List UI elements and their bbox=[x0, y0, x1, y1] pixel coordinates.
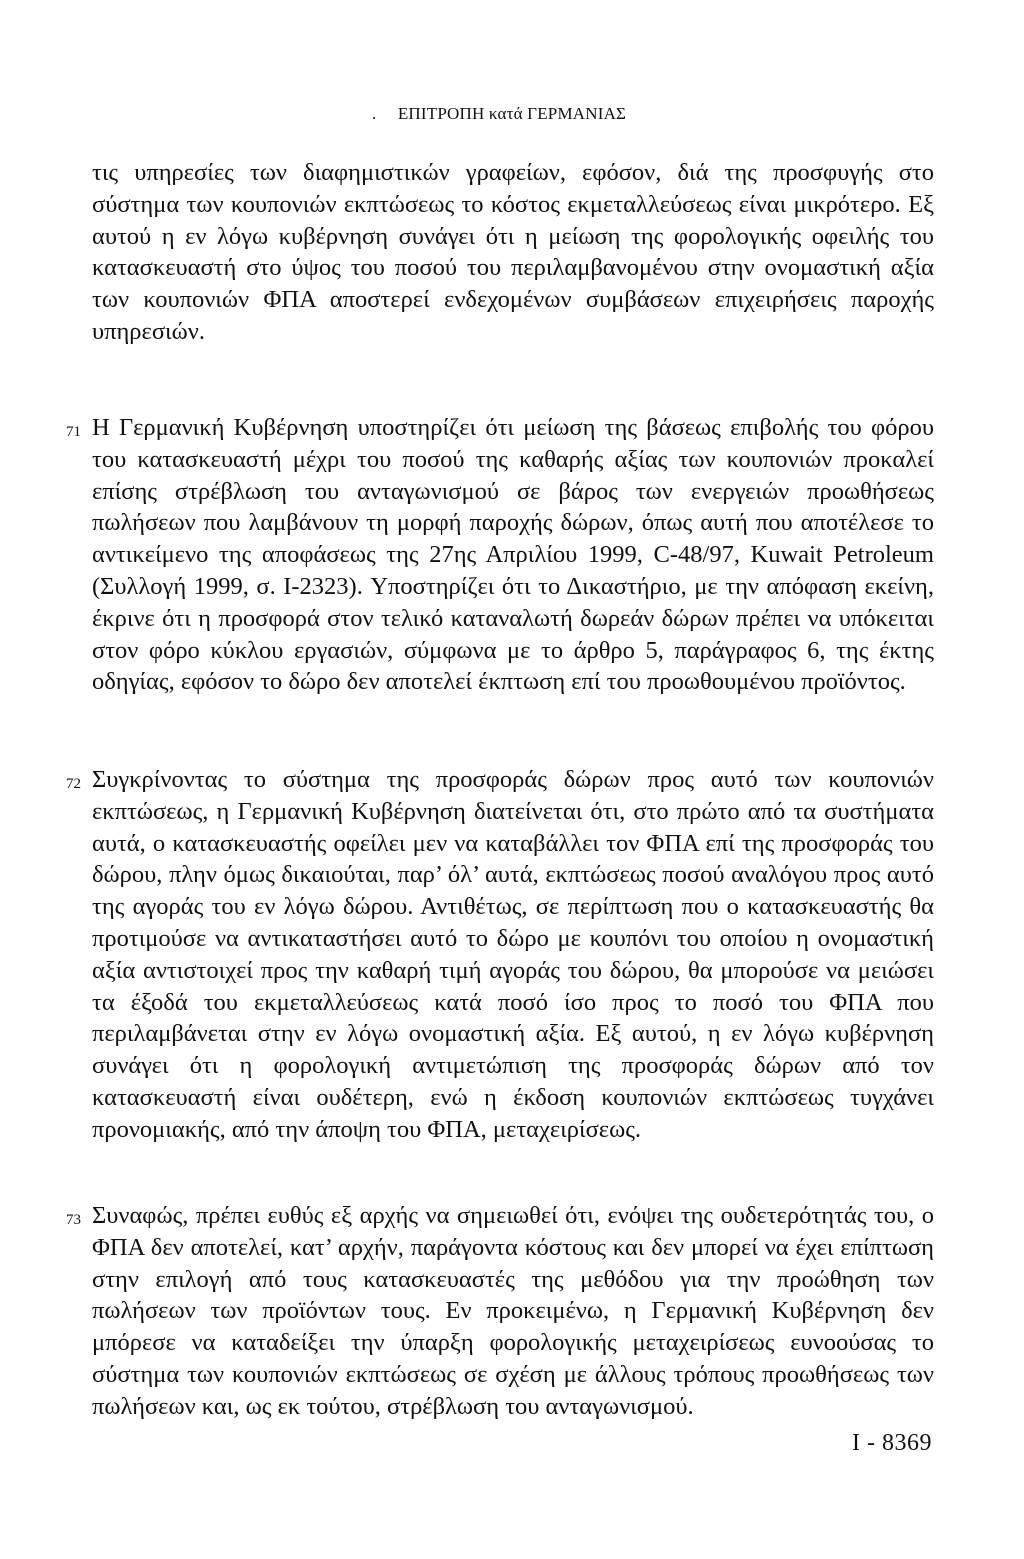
paragraph-73: Συναφώς, πρέπει ευθύς εξ αρχής να σημειωθεί ότι, ενόψει της ουδετερότητάς του, ο ΦΠΑ δεν αποτελεί, κατ’ αρχήν, παράγοντα κόστους και δεν μπορεί να έχει επίπτωση στην επιλογή από τους κατασκευαστές της μεθόδου για την προώθηση των πωλήσεων των προϊόντων τους. Εν προκειμένω, η Γερμανική Κυβέρνηση δεν μπόρεσε να καταδείξει την ύπαρξη φορολογικής μεταχειρίσεως ευνοούσας το σύστημα των κουπονιών εκπτώσεως σε σχέση με άλλους τρόπους προωθήσεως των πωλήσεων και, ως εκ τούτου, στρέβλωση του ανταγωνισμού. bbox=[92, 1202, 934, 1420]
paragraph-number: 71 bbox=[66, 424, 81, 440]
running-header bbox=[0, 104, 1024, 124]
paragraph-number: 72 bbox=[66, 776, 81, 792]
header-bullet: . bbox=[372, 104, 377, 123]
paragraph-72: Συγκρίνοντας το σύστημα της προσφοράς δώρων προς αυτό των κουπονιών εκπτώσεως, η Γερμανική Κυβέρνηση διατείνεται ότι, στο πρώτο από τα συστήματα αυτά, ο κατασκευαστής οφείλει μεν να καταβάλλει τον ΦΠΑ επί της προσφοράς του δώρου, πλην όμως δικαιούται, παρ’ όλ’ αυτά, εκπτώσεως ποσού αναλόγου προς αυτό της αγοράς του εν λόγω δώρου. Αντιθέτως, σε περίπτωση που ο κατασκευαστής θα προτιμούσε να αντικαταστήσει αυτό το δώρο με κουπόνι του οποίου η ονομαστική αξία αντιστοιχεί προς την καθαρή τιμή αγοράς του δώρου, θα μπορούσε να μειώσει τα έξοδά του εκμεταλλεύσεως κατά ποσό ίσο προς το ποσό του ΦΠΑ που περιλαμβάνεται στην εν λόγω ονομαστική αξία. Εξ αυτού, η εν λόγω κυβέρνηση συνάγει ότι η φορολογική αντιμετώπιση της προσφοράς δώρων από τον κατασκευαστή είναι ουδέτερη, ενώ η έκδοση κουπονιών εκπτώσεως τυγχάνει προνομιακής, από την άποψη του ΦΠΑ, μεταχειρίσεως. bbox=[92, 766, 934, 1143]
header-title: ΕΠΙΤΡΟΠΗ κατά ΓΕΡΜΑΝΙΑΣ bbox=[397, 104, 627, 123]
intro-paragraph: τις υπηρεσίες των διαφημιστικών γραφείων, εφόσον, διά της προσφυγής στο σύστημα των κουπονιών εκπτώσεως το κόστος εκμεταλλεύσεως είναι μικρότερο. Εξ αυτού η εν λόγω κυβέρνηση συνάγει ότι η μείωση της φορολογικής οφειλής του κατασκευαστή στο ύψος του ποσού του περιλαμβανομένου στην ονομαστική αξία των κουπονιών ΦΠΑ αποστερεί ενδεχομένων συμβάσεων επιχειρήσεις παροχής υπηρεσιών. bbox=[92, 159, 934, 345]
paragraph-number: 73 bbox=[66, 1212, 81, 1228]
paragraph-71: Η Γερμανική Κυβέρνηση υποστηρίζει ότι μείωση της βάσεως επιβολής του φόρου του κατασκευαστή μέχρι του ποσού της καθαρής αξίας των κουπονιών προκαλεί επίσης στρέβλωση του ανταγωνισμού σε βάρος των ενεργειών προωθήσεως πωλήσεων που λαμβάνουν τη μορφή παροχής δώρων, όπως αυτή που αποτέλεσε το αντικείμενο της αποφάσεως της 27ης Απριλίου 1999, C-48/97, Kuwait Petroleum (Συλλογή 1999, σ. I-2323). Υποστηρίζει ότι το Δικαστήριο, με την απόφαση εκείνη, έκρινε ότι η προσφορά στον τελικό καταναλωτή δωρεάν δώρων πρέπει να υπόκειται στον φόρο κύκλου εργασιών, σύμφωνα με το άρθρο 5, παράγραφος 6, της έκτης οδηγίας, εφόσον το δώρο δεν αποτελεί έκπτωση επί του προωθουμένου προϊόντος. bbox=[92, 414, 934, 696]
page-number: I - 8369 bbox=[852, 1430, 932, 1456]
